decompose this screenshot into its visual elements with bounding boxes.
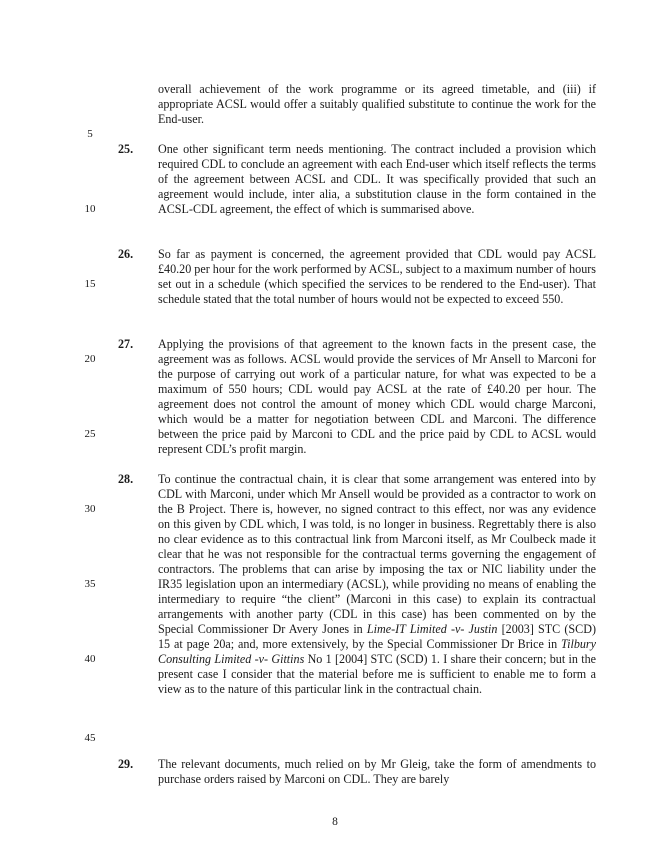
paragraph-number-27: 27. (118, 337, 134, 351)
continuation-paragraph: overall achievement of the work programme or its agreed timetable, and (iii) if appropriate ACSL would offer a suitably qualified substitute to continue the work for the End-user. (158, 82, 596, 126)
line-number-20: 20 (84, 353, 96, 365)
line-number-15: 15 (84, 278, 96, 290)
paragraph-29: The relevant documents, much relied on by Mr Gleig, take the form of amendments to purchase orders raised by Marconi on CDL. They are barely (158, 757, 596, 786)
paragraph-25: One other significant term needs mentioning. The contract included a provision which required CDL to conclude an agreement with each End-user which itself reflects the terms of the agreement between ACSL and CDL. It was specifically provided that such an agreement would include, inter alia, a substitution clause in the form contained in the ACSL-CDL agreement, the effect of which is summarised above. (158, 142, 596, 216)
line-number-45: 45 (84, 732, 96, 744)
paragraph-27: Applying the provisions of that agreement to the known facts in the present case, the agreement was as follows. ACSL would provide the services of Mr Ansell to Marconi for the purpose of carrying out work of a particular nature, for what was expected to be a maximum of 550 hours; CDL would pay ACSL at the rate of £40.20 per hour. The agreement does not control the amount of money which CDL would charge Marconi, which would be a matter for negotiation between CDL and Marconi. The difference between the price paid by Marconi to CDL and the price paid by CDL to ACSL would represent CDL’s profit margin. (158, 337, 596, 456)
line-number-30: 30 (84, 503, 96, 515)
paragraph-26: So far as payment is concerned, the agreement provided that CDL would pay ACSL £40.20 per hour for the work performed by ACSL, subject to a maximum number of hours set out in a schedule (which specified the services to be rendered to the End-user). That schedule stated that the total number of hours would not be expected to exceed 550. (158, 247, 596, 306)
paragraph-number-26: 26. (118, 247, 134, 261)
case-citation-lime-it: Lime-IT Limited -v- Justin (366, 622, 498, 636)
line-number-5: 5 (87, 128, 93, 140)
line-number-10: 10 (84, 203, 96, 215)
page-number: 8 (332, 816, 338, 828)
case-citation-tilbury: Tilbury Consulting Limited -v- Gittins (158, 637, 596, 666)
paragraph-number-25: 25. (118, 142, 134, 156)
line-number-25: 25 (84, 428, 96, 440)
paragraph-28-text-b: [2003] STC (SCD) 15 at page 20a; and, more extensively, by the Special Commissioner Dr Brice in (158, 622, 596, 651)
line-number-35: 35 (84, 578, 96, 590)
paragraph-28-text-a: To continue the contractual chain, it is clear that some arrangement was entered into by CDL with Marconi, under which Mr Ansell would be provided as a contractor to work on the B Project. There is, however, no signed contract to this effect, nor was any evidence on this given by CDL which, I was told, is no longer in business. Regrettably there is also no clear evidence as to this contractual link from Marconi itself, as Mr Coulbeck made it clear that he was not responsible for the contractual terms governing the engagement of contractors. The problems that can arise by imposing the tax or NIC liability under the IR35 legislation upon an intermediary (ACSL), while providing no means of enabling the intermediary to require “the client” (Marconi in this case) to explain its contractual arrangements with another party (CDL in this case) has been commented on by the Special Commissioner Dr Avery Jones in (158, 472, 596, 636)
paragraph-28-text-c: No 1 [2004] STC (SCD) 1. I share their concern; but in the present case I consider that the material before me is sufficient to enable me to form a view as to the nature of this particular link in the contractual chain. (158, 652, 596, 696)
paragraph-number-29: 29. (118, 757, 134, 771)
paragraph-number-28: 28. (118, 472, 134, 486)
line-number-40: 40 (84, 653, 96, 665)
paragraph-28 (158, 472, 596, 697)
